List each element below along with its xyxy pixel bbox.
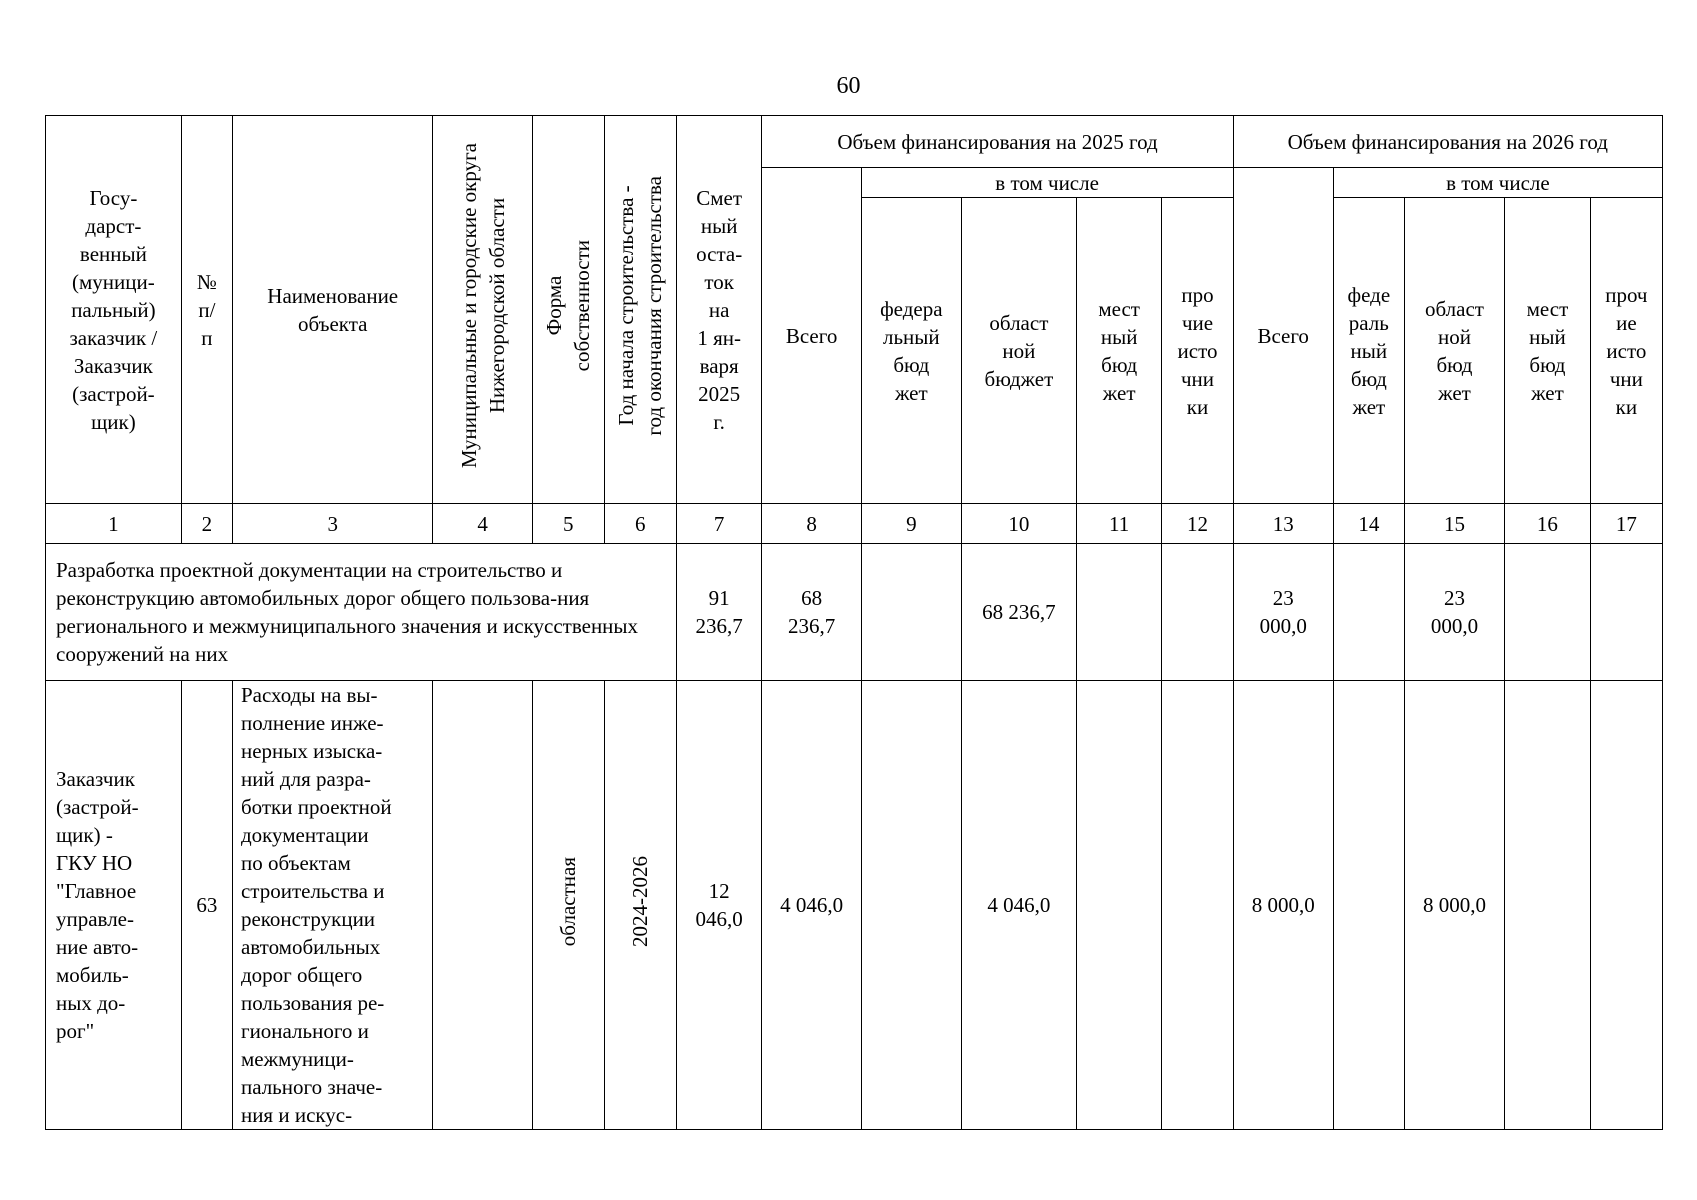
- header-total-2026: Всего: [1233, 168, 1333, 504]
- column-number: 10: [961, 504, 1076, 544]
- column-number: 16: [1505, 504, 1591, 544]
- financing-table: [45, 115, 1663, 1130]
- header-object-name: Наименование объекта: [232, 116, 433, 504]
- section-other-2026: [1590, 544, 1662, 681]
- header-ownership-text: Форма собственности: [542, 240, 595, 372]
- header-ownership: [532, 116, 604, 504]
- column-number: 11: [1076, 504, 1162, 544]
- section-federal-2026: [1333, 544, 1404, 681]
- row-municipality: [433, 681, 532, 1130]
- row-ownership-text: областная: [556, 856, 581, 947]
- header-regional-2026: област ной бюд жет: [1404, 198, 1504, 504]
- column-number: 17: [1590, 504, 1662, 544]
- section-title: Разработка проектной документации на строительство и реконструкцию автомобильных дорог общего пользова-ния регионального и межмуниципального значения и искусственных сооружений на них: [46, 544, 677, 681]
- row-regional-2025: 4 046,0: [961, 681, 1076, 1130]
- row-federal-2026: [1333, 681, 1404, 1130]
- header-other-2025: про чие исто чни ки: [1162, 198, 1233, 504]
- section-federal-2025: [861, 544, 961, 681]
- section-total-2026: 23 000,0: [1233, 544, 1333, 681]
- header-municipalities: [433, 116, 532, 504]
- column-number: 2: [181, 504, 232, 544]
- column-number: 4: [433, 504, 532, 544]
- header-including-2025: в том числе: [861, 168, 1233, 198]
- column-number: 13: [1233, 504, 1333, 544]
- section-estimate: 91 236,7: [676, 544, 762, 681]
- row-number: 63: [181, 681, 232, 1130]
- row-total-2025: 4 046,0: [762, 681, 861, 1130]
- section-other-2025: [1162, 544, 1233, 681]
- row-customer: Заказчик (застрой- щик) - ГКУ НО "Главное управле- ние авто- мобиль- ных до- рог": [46, 681, 182, 1130]
- column-number: 6: [604, 504, 676, 544]
- page-number: 60: [836, 73, 861, 99]
- header-estimate: Смет ный оста- ток на 1 ян- варя 2025 г.: [676, 116, 762, 504]
- row-years: [604, 681, 676, 1130]
- column-number: 3: [232, 504, 433, 544]
- column-number-row: [46, 504, 1663, 544]
- header-years-text: Год начала строительства - год окончания строительства: [614, 176, 667, 436]
- column-number: 5: [532, 504, 604, 544]
- row-years-text: 2024-2026: [628, 856, 653, 947]
- row-ownership: [532, 681, 604, 1130]
- column-number: 8: [762, 504, 861, 544]
- header-group-2025: Объем финансирования на 2025 год: [762, 116, 1233, 168]
- row-regional-2026: 8 000,0: [1404, 681, 1504, 1130]
- column-number: 15: [1404, 504, 1504, 544]
- row-local-2025: [1076, 681, 1162, 1130]
- header-federal-2026: феде раль ный бюд жет: [1333, 198, 1404, 504]
- header-row-1: [46, 116, 1663, 168]
- section-regional-2025: 68 236,7: [961, 544, 1076, 681]
- header-municipalities-text: Муниципальные и городские округа Нижегородской области: [456, 143, 509, 469]
- header-including-2026: в том числе: [1333, 168, 1662, 198]
- header-customer: Госу- дарст- венный (муници- пальный) заказчик / Заказчик (застрой- щик): [46, 116, 182, 504]
- column-number: 9: [861, 504, 961, 544]
- section-local-2025: [1076, 544, 1162, 681]
- table-row: [46, 681, 1663, 1130]
- row-object-name: Расходы на вы- полнение инже- нерных изыска- ний для разра- ботки проектной документации по объектам строительства и реконструкции автомобильных дорог общего пользования ре- гионального и межмуници- пального значе- ния и искус-: [232, 681, 433, 1130]
- section-row: [46, 544, 1663, 681]
- section-local-2026: [1505, 544, 1591, 681]
- column-number: 12: [1162, 504, 1233, 544]
- column-number: 1: [46, 504, 182, 544]
- header-number: № п/ п: [181, 116, 232, 504]
- header-other-2026: проч ие исто чни ки: [1590, 198, 1662, 504]
- row-other-2026: [1590, 681, 1662, 1130]
- row-other-2025: [1162, 681, 1233, 1130]
- header-regional-2025: област ной бюджет: [961, 198, 1076, 504]
- row-total-2026: 8 000,0: [1233, 681, 1333, 1130]
- row-local-2026: [1505, 681, 1591, 1130]
- header-federal-2025: федера льный бюд жет: [861, 198, 961, 504]
- section-regional-2026: 23 000,0: [1404, 544, 1504, 681]
- row-estimate: 12 046,0: [676, 681, 762, 1130]
- header-total-2025: Всего: [762, 168, 861, 504]
- header-local-2026: мест ный бюд жет: [1505, 198, 1591, 504]
- row-federal-2025: [861, 681, 961, 1130]
- section-total-2025: 68 236,7: [762, 544, 861, 681]
- header-group-2026: Объем финансирования на 2026 год: [1233, 116, 1662, 168]
- column-number: 14: [1333, 504, 1404, 544]
- header-years: [604, 116, 676, 504]
- header-local-2025: мест ный бюд жет: [1076, 198, 1162, 504]
- column-number: 7: [676, 504, 762, 544]
